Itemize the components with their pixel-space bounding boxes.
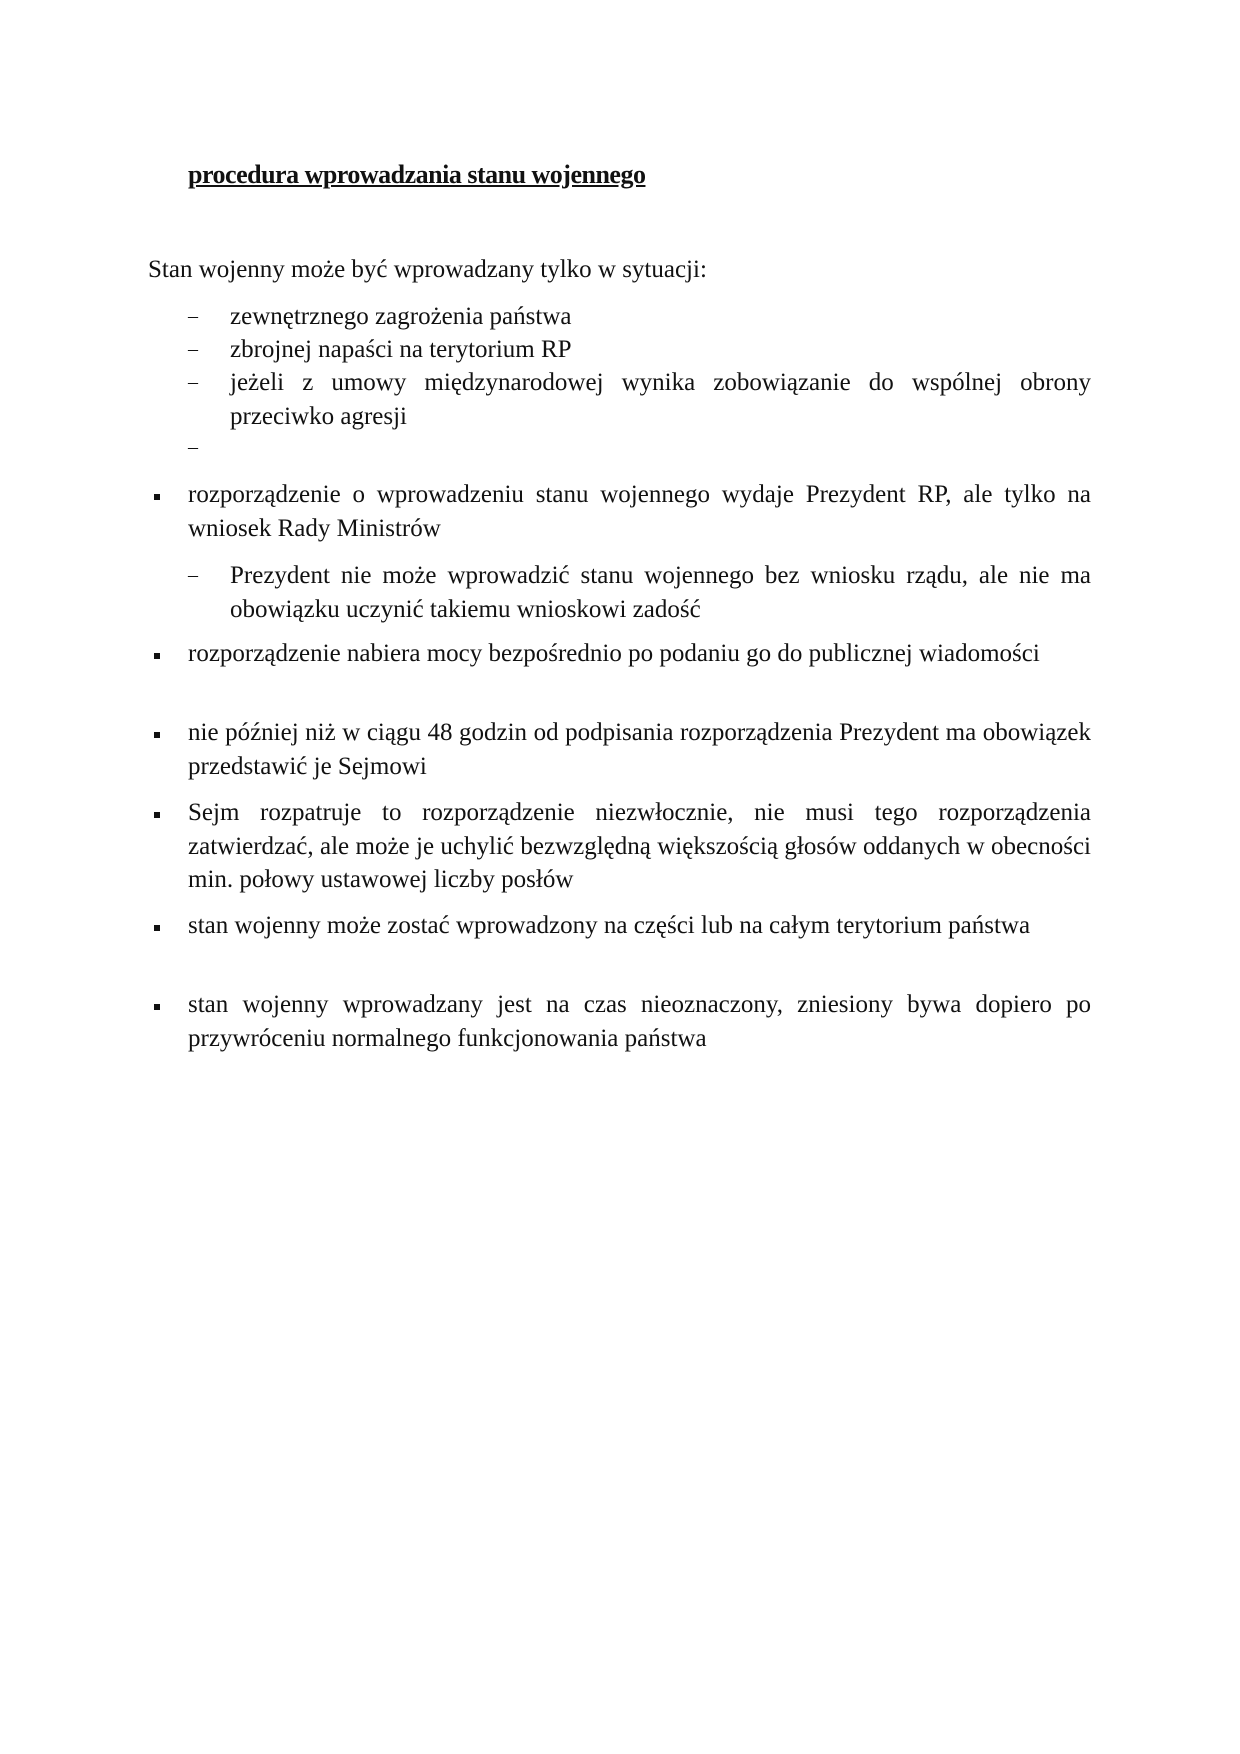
- document-title: procedura wprowadzania stanu wojennego: [188, 160, 646, 189]
- bullet-item: stan wojenny może zostać wprowadzony na części lub na całym terytorium państwa: [188, 909, 1091, 943]
- bullet-item: stan wojenny wprowadzany jest na czas nieoznaczony, zniesiony bywa dopiero po przywróceniu normalnego funkcjonowania państwa: [188, 988, 1091, 1055]
- situation-item: – jeżeli z umowy międzynarodowej wynika zobowiązanie do wspólnej obrony przeciwko agresji: [230, 366, 1091, 433]
- situation-item: – zewnętrznego zagrożenia państwa: [230, 300, 1091, 334]
- sub-note: – Prezydent nie może wprowadzić stanu wojennego bez wniosku rządu, ale nie ma obowiązku uczynić takiemu wnioskowi zadość: [230, 559, 1091, 626]
- bullet-item: rozporządzenie nabiera mocy bezpośrednio po podaniu go do publicznej wiadomości: [188, 637, 1091, 671]
- bullet-item: nie później niż w ciągu 48 godzin od podpisania rozporządzenia Prezydent ma obowiązek przedstawić je Sejmowi: [188, 716, 1091, 783]
- situation-item: – zbrojnej napaści na terytorium RP: [230, 333, 1091, 367]
- bullet-item: rozporządzenie o wprowadzeniu stanu wojennego wydaje Prezydent RP, ale tylko na wniosek Rady Ministrów: [188, 478, 1091, 545]
- empty-dash: –: [188, 436, 198, 458]
- bullet-item: Sejm rozpatruje to rozporządzenie niezwłocznie, nie musi tego rozporządzenia zatwierdzać, ale może je uchylić bezwzględną większością głosów oddanych w obecności min. połowy ustawowej liczby posłów: [188, 796, 1091, 897]
- intro-text: Stan wojenny może być wprowadzany tylko w sytuacji:: [148, 256, 707, 283]
